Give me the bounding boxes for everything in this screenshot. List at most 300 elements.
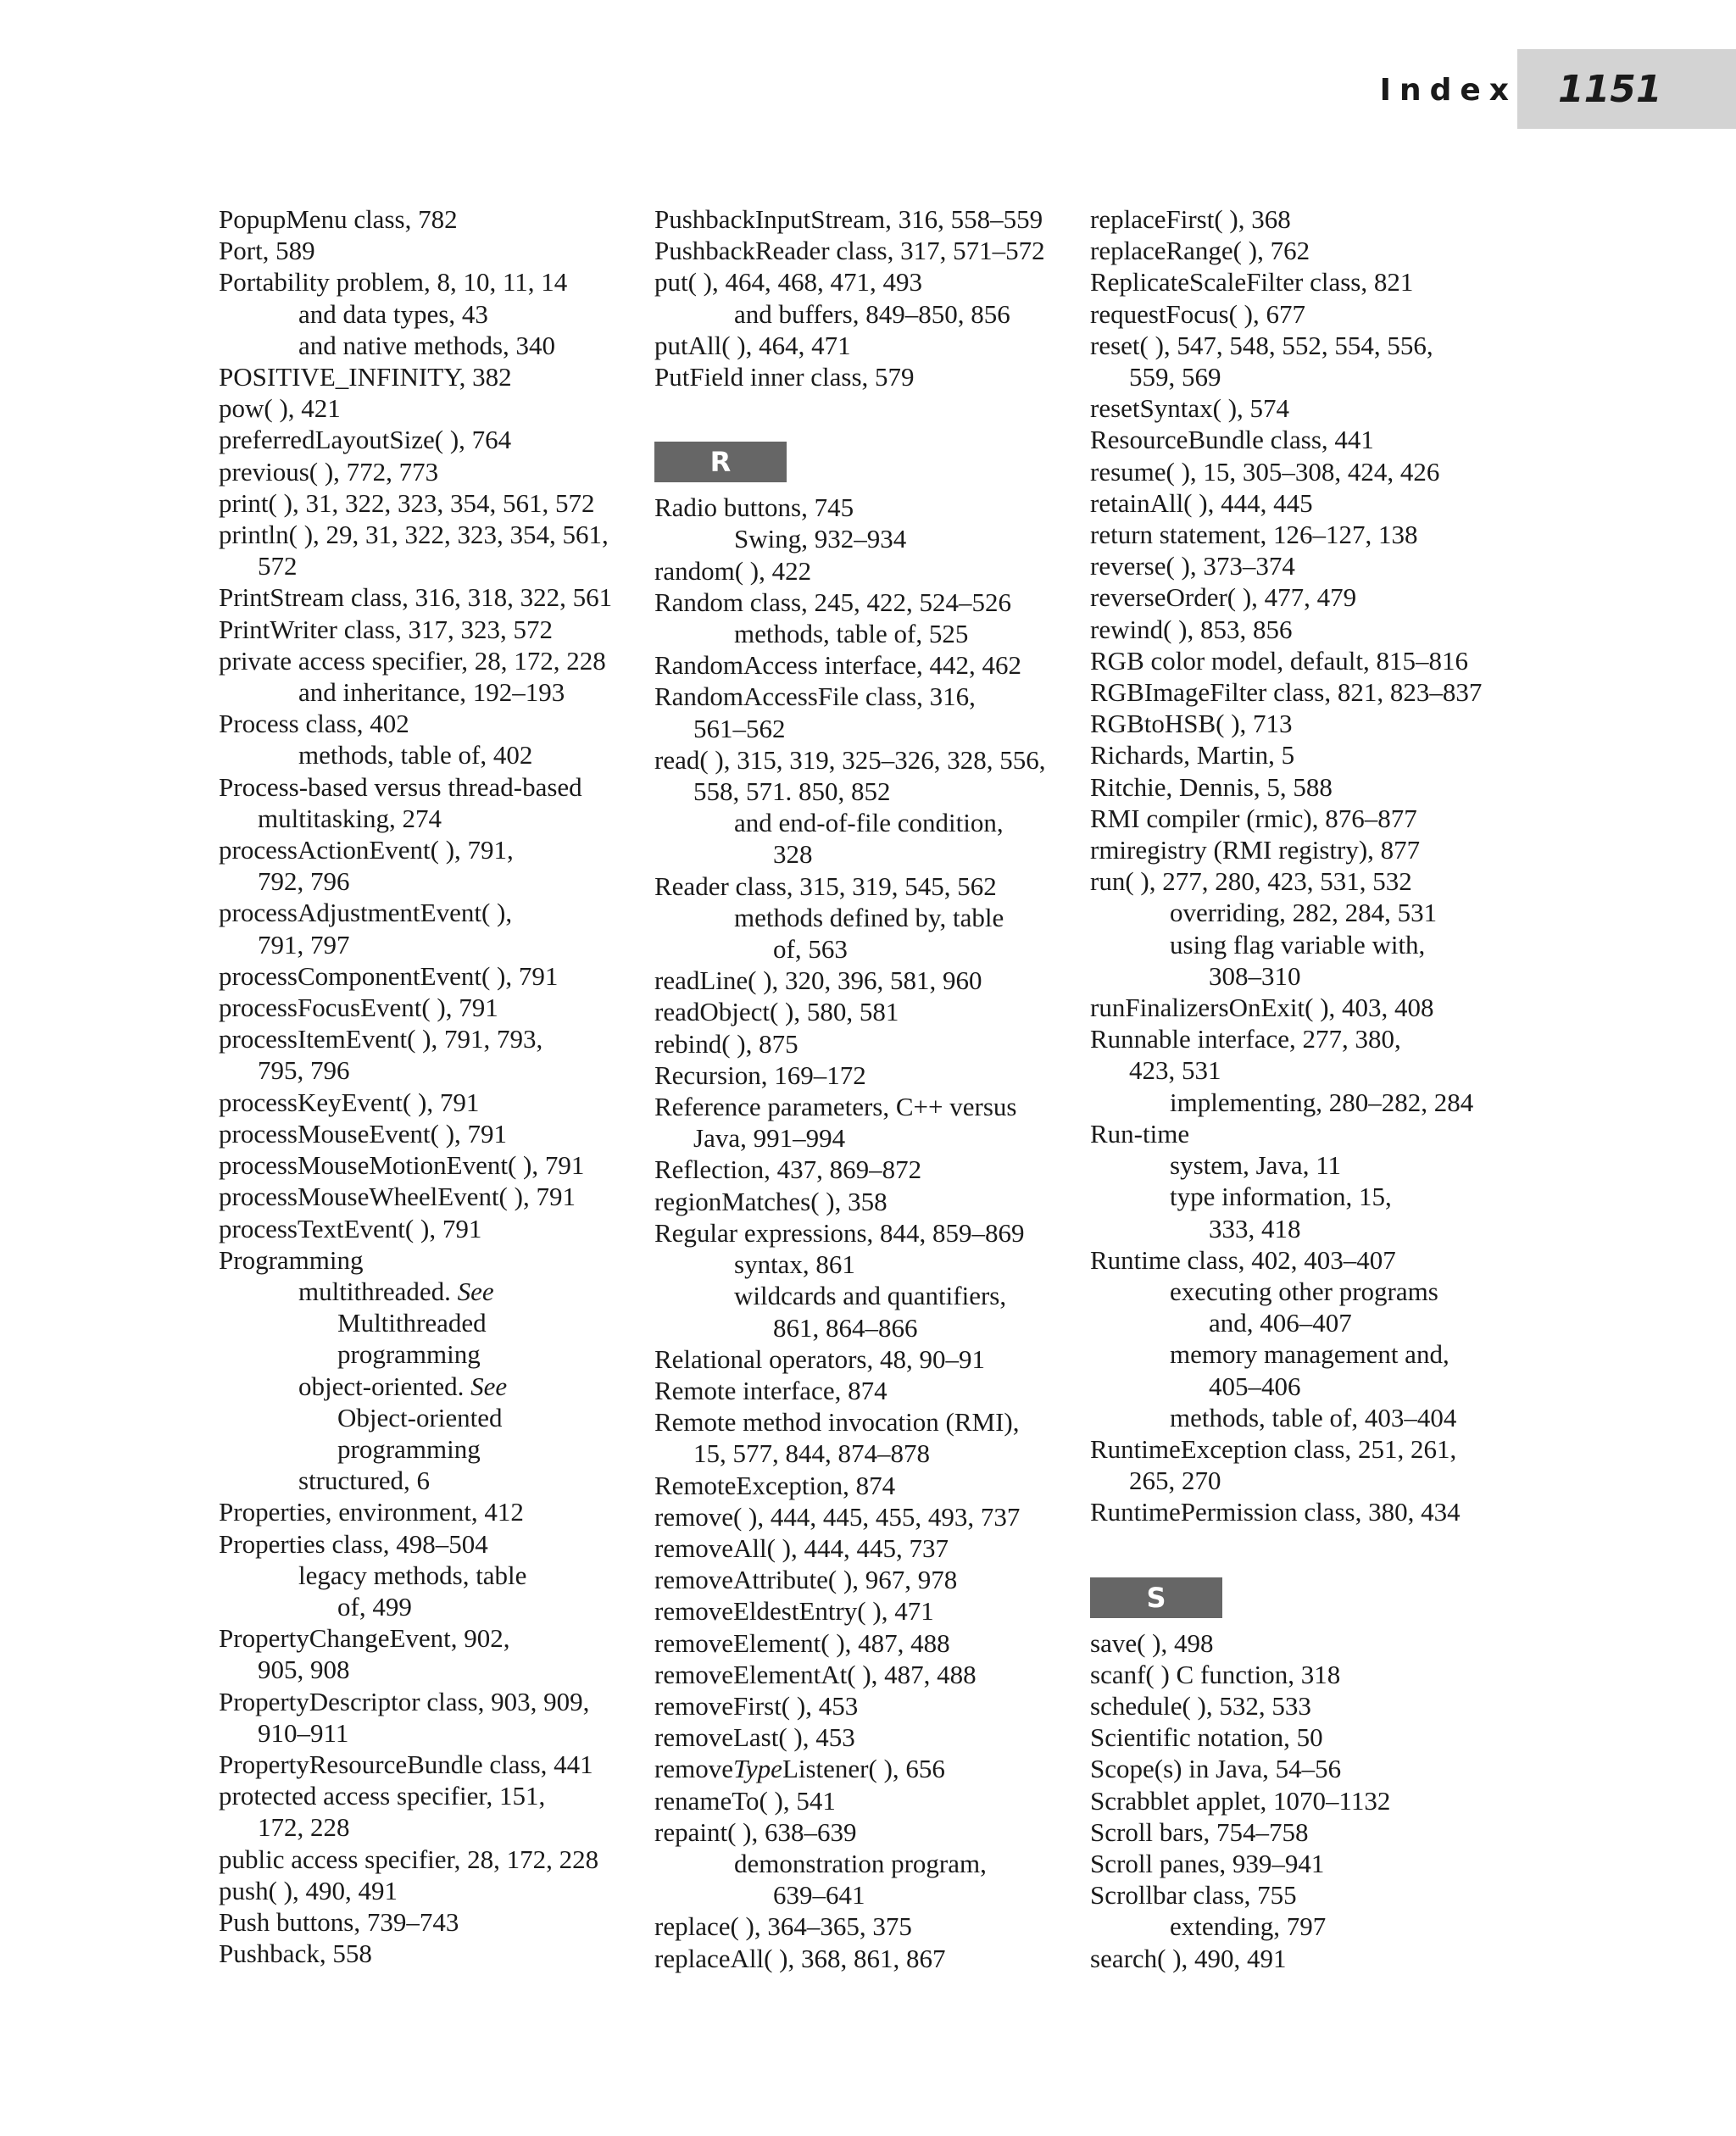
index-entry: [654, 1848, 1087, 1879]
index-entry-text: random( ), 422: [654, 555, 812, 586]
index-entry: [219, 614, 651, 645]
index-entry: [654, 1312, 1087, 1343]
index-entry: [1090, 1338, 1522, 1370]
index-entry-text: Regular expressions, 844, 859–869: [654, 1217, 1025, 1248]
index-entry-text: reset( ), 547, 548, 552, 554, 556,: [1090, 330, 1433, 360]
index-entry: [1090, 1244, 1522, 1276]
index-entry: [1090, 1054, 1522, 1086]
index-entry: [654, 523, 1087, 554]
index-entry-text: 558, 571. 850, 852: [693, 776, 891, 807]
index-entry-italic: See: [457, 1276, 494, 1306]
index-entry: [1090, 392, 1522, 424]
index-entry: [219, 739, 651, 770]
index-entry: [219, 203, 651, 235]
index-entry: [1090, 1659, 1522, 1690]
index-entry: [219, 424, 651, 455]
index-entry: [219, 1528, 651, 1560]
index-entry-text: rmiregistry (RMI registry), 877: [1090, 835, 1421, 865]
index-entry: [654, 933, 1087, 965]
index-entry-text: RuntimePermission class, 380, 434: [1090, 1497, 1461, 1527]
index-entry-text: 559, 569: [1129, 362, 1221, 392]
running-header: Index: [1379, 73, 1517, 108]
index-entry: [1090, 298, 1522, 330]
index-entry: [654, 1753, 1087, 1784]
index-entry-text: read( ), 315, 319, 325–326, 328, 556,: [654, 744, 1046, 775]
index-entry-text: replaceRange( ), 762: [1090, 236, 1310, 266]
index-entry-text: resume( ), 15, 305–308, 424, 426: [1090, 456, 1440, 487]
index-entry: [1090, 487, 1522, 519]
index-entry: [654, 1249, 1087, 1280]
index-entry-text: and inheritance, 192–193: [298, 677, 565, 708]
index-entry: [1090, 865, 1522, 897]
index-entry-text: executing other programs: [1170, 1276, 1438, 1306]
index-entry: [654, 649, 1087, 681]
index-entry-text: remove: [654, 1754, 733, 1784]
index-entry-text: runFinalizersOnExit( ), 403, 408: [1090, 993, 1434, 1023]
index-entry: [1090, 266, 1522, 298]
index-entry-text: Scope(s) in Java, 54–56: [1090, 1754, 1342, 1784]
index-entry-text: 561–562: [693, 713, 786, 743]
index-entry-text: previous( ), 772, 773: [219, 456, 439, 487]
index-entry-text: PushbackInputStream, 316, 558–559: [654, 204, 1043, 234]
index-entry-text: RandomAccess interface, 442, 462: [654, 650, 1022, 681]
index-entry: [654, 1911, 1087, 1942]
index-entry: [219, 1023, 651, 1054]
index-entry: [219, 645, 651, 676]
index-entry-text: resetSyntax( ), 574: [1090, 393, 1290, 424]
index-entry: [654, 361, 1087, 392]
index-entry-text: 572: [258, 551, 298, 581]
index-entry-text: Run-time: [1090, 1118, 1190, 1149]
index-entry: [1090, 1690, 1522, 1722]
index-entry: [654, 298, 1087, 330]
index-entry: [654, 266, 1087, 298]
index-entry-rest: Listener( ), 656: [782, 1754, 945, 1784]
index-entry-text: structured, 6: [298, 1466, 430, 1496]
index-entry-text: Object-oriented: [337, 1402, 503, 1432]
index-entry-text: removeElement( ), 487, 488: [654, 1627, 950, 1658]
index-entry-text: extending, 797: [1170, 1911, 1327, 1942]
index-entry-text: 15, 577, 844, 874–878: [693, 1438, 930, 1469]
index-entry: [219, 771, 651, 803]
index-entry-text: Scientific notation, 50: [1090, 1722, 1323, 1753]
index-entry: [1090, 581, 1522, 613]
index-entry-text: save( ), 498: [1090, 1627, 1214, 1658]
index-entry: [654, 1785, 1087, 1816]
index-entry-text: remove( ), 444, 445, 455, 493, 737: [654, 1501, 1021, 1532]
index-entry: [1090, 1149, 1522, 1181]
index-entry-text: Properties, environment, 412: [219, 1497, 524, 1527]
index-entry-text: put( ), 464, 468, 471, 493: [654, 267, 923, 298]
index-entry: [219, 1686, 651, 1717]
index-entry-text: processFocusEvent( ), 791: [219, 993, 498, 1023]
index-entry-text: rebind( ), 875: [654, 1028, 798, 1059]
index-entry: [219, 298, 651, 330]
index-entry: [219, 1244, 651, 1276]
index-entry: [1090, 1181, 1522, 1212]
index-entry-text: removeAll( ), 444, 445, 737: [654, 1532, 949, 1563]
index-entry: [1090, 645, 1522, 676]
index-entry: [654, 1564, 1087, 1595]
index-entry-text: replaceAll( ), 368, 861, 867: [654, 1943, 946, 1973]
index-entry-text: of, 563: [773, 934, 848, 965]
index-entry-text: 792, 796: [258, 866, 350, 897]
index-entry: [219, 1844, 651, 1875]
index-entry: [1090, 1627, 1522, 1659]
index-entry-text: and buffers, 849–850, 856: [734, 298, 1010, 329]
index-entry-text: public access specifier, 28, 172, 228: [219, 1844, 599, 1874]
index-entry: [219, 1780, 651, 1811]
index-entry: [219, 330, 651, 361]
index-entry: [219, 266, 651, 298]
index-entry-text: 405–406: [1209, 1371, 1301, 1401]
index-entry-text: processMouseEvent( ), 791: [219, 1118, 508, 1149]
index-entry: [219, 456, 651, 487]
index-entry: [654, 965, 1087, 996]
index-entry: [219, 676, 651, 708]
index-entry: [219, 960, 651, 992]
index-entry-text: removeAttribute( ), 967, 978: [654, 1565, 958, 1595]
index-entry-text: Reader class, 315, 319, 545, 562: [654, 871, 997, 901]
index-entry-text: processAdjustmentEvent( ),: [219, 898, 513, 928]
index-entry-text: PrintStream class, 316, 318, 322, 561: [219, 582, 613, 613]
index-entry: [219, 1465, 651, 1496]
index-entry-text: Port, 589: [219, 236, 315, 266]
index-entry-text: RMI compiler (rmic), 876–877: [1090, 803, 1417, 833]
index-entry: [1090, 1118, 1522, 1149]
index-entry-text: multitasking, 274: [258, 803, 442, 833]
index-entry-text: methods, table of, 403–404: [1170, 1402, 1457, 1432]
index-entry-text: private access specifier, 28, 172, 228: [219, 645, 606, 676]
index-entry-text: and native methods, 340: [298, 330, 556, 360]
index-entry: [654, 1060, 1087, 1091]
index-entry: [1090, 1371, 1522, 1402]
entry-list: [1090, 1627, 1522, 1974]
index-entry-text: removeElementAt( ), 487, 488: [654, 1659, 976, 1689]
entry-list: [219, 203, 651, 1969]
index-entry-text: POSITIVE_INFINITY, 382: [219, 362, 512, 392]
index-entry-text: Swing, 932–934: [734, 524, 907, 554]
index-entry-text: memory management and,: [1170, 1339, 1449, 1370]
index-entry-text: PropertyChangeEvent, 902,: [219, 1623, 510, 1654]
index-entry-text: 328: [773, 839, 813, 870]
index-entry: [654, 744, 1087, 776]
index-entry-text: Java, 991–994: [693, 1123, 846, 1154]
index-entry-text: and data types, 43: [298, 298, 488, 329]
index-entry: [654, 492, 1087, 523]
entry-list: [654, 203, 1087, 392]
index-entry: [219, 1875, 651, 1906]
index-entry: [654, 1280, 1087, 1311]
index-entry: [654, 587, 1087, 618]
index-entry-text: processTextEvent( ), 791: [219, 1213, 482, 1243]
index-entry: [654, 1595, 1087, 1627]
index-entry: [219, 929, 651, 960]
index-entry-text: readLine( ), 320, 396, 581, 960: [654, 965, 982, 996]
index-entry-text: of, 499: [337, 1591, 412, 1621]
index-entry-italic: See: [470, 1371, 508, 1401]
index-entry: [1090, 1023, 1522, 1054]
index-entry: [1090, 614, 1522, 645]
index-entry: [654, 776, 1087, 807]
index-entry-text: and end-of-file condition,: [734, 808, 1004, 838]
index-entry-text: 333, 418: [1209, 1213, 1301, 1243]
index-entry: [654, 1375, 1087, 1406]
index-entry-text: ResourceBundle class, 441: [1090, 425, 1374, 455]
index-entry: [1090, 803, 1522, 834]
index-entry: [1090, 1722, 1522, 1753]
index-entry: [654, 1627, 1087, 1659]
index-entry-text: replaceFirst( ), 368: [1090, 204, 1291, 234]
index-entry: [654, 203, 1087, 235]
index-entry-text: 905, 908: [258, 1655, 350, 1685]
index-entry: [654, 871, 1087, 902]
index-entry: [1090, 992, 1522, 1023]
index-entry-text: PutField inner class, 579: [654, 362, 915, 392]
index-entry: [219, 897, 651, 928]
index-entry: [1090, 1816, 1522, 1848]
index-entry-text: Multithreaded: [337, 1308, 487, 1338]
index-entry: [219, 1087, 651, 1118]
index-entry-text: 791, 797: [258, 929, 350, 960]
index-entry: [654, 555, 1087, 587]
index-entry: [219, 235, 651, 266]
index-entry: [654, 1343, 1087, 1375]
index-entry: [219, 361, 651, 392]
index-entry-text: 861, 864–866: [773, 1312, 918, 1343]
index-entry: [219, 1906, 651, 1938]
index-entry-text: Scrollbar class, 755: [1090, 1880, 1297, 1911]
index-entry-text: Recursion, 169–172: [654, 1060, 866, 1090]
index-entry: [654, 1406, 1087, 1438]
index-entry: [654, 838, 1087, 870]
index-entry: [219, 708, 651, 739]
index-entry: [654, 1217, 1087, 1249]
index-entry-text: repaint( ), 638–639: [654, 1816, 857, 1847]
index-column-2: [654, 203, 1087, 1974]
index-entry-text: Properties class, 498–504: [219, 1528, 488, 1559]
index-entry: [654, 1501, 1087, 1532]
index-entry-text: processMouseWheelEvent( ), 791: [219, 1182, 576, 1212]
page-number: 1151: [1558, 68, 1662, 111]
index-entry-text: Radio buttons, 745: [654, 492, 854, 523]
index-entry: [219, 581, 651, 613]
index-entry: [219, 1054, 651, 1086]
index-entry-text: Random class, 245, 422, 524–526: [654, 587, 1012, 617]
index-entry-text: replace( ), 364–365, 375: [654, 1911, 912, 1942]
index-entry: [219, 1433, 651, 1465]
index-entry: [1090, 1785, 1522, 1816]
index-entry-text: processComponentEvent( ), 791: [219, 960, 559, 991]
index-entry-text: requestFocus( ), 677: [1090, 298, 1305, 329]
section-heading-r: R: [654, 442, 787, 482]
index-entry: [219, 1560, 651, 1591]
index-entry-text: renameTo( ), 541: [654, 1785, 836, 1816]
index-entry: [1090, 960, 1522, 992]
index-entry-text: 795, 796: [258, 1055, 350, 1086]
index-entry: [1090, 1911, 1522, 1942]
index-entry: [1090, 235, 1522, 266]
index-entry: [654, 1532, 1087, 1564]
index-entry: [654, 1438, 1087, 1469]
index-entry: [1090, 708, 1522, 739]
index-entry-text: methods, table of, 402: [298, 740, 533, 770]
index-entry-text: RGBImageFilter class, 821, 823–837: [1090, 677, 1483, 708]
index-entry: [654, 902, 1087, 933]
index-entry: [1090, 1496, 1522, 1527]
index-entry: [219, 550, 651, 581]
index-entry: [1090, 203, 1522, 235]
index-entry-text: processKeyEvent( ), 791: [219, 1087, 480, 1117]
index-entry-text: PropertyDescriptor class, 903, 909,: [219, 1686, 590, 1716]
index-entry: [654, 1154, 1087, 1185]
index-entry-text: Ritchie, Dennis, 5, 588: [1090, 771, 1333, 802]
index-entry: [219, 1338, 651, 1370]
index-entry: [654, 1470, 1087, 1501]
index-entry: [654, 1943, 1087, 1974]
index-entry: [219, 1118, 651, 1149]
index-entry: [1090, 1848, 1522, 1879]
index-entry-text: demonstration program,: [734, 1848, 987, 1878]
index-entry-text: removeLast( ), 453: [654, 1722, 855, 1753]
index-entry-text: RandomAccessFile class, 316,: [654, 681, 976, 712]
index-entry-text: retainAll( ), 444, 445: [1090, 487, 1313, 518]
index-entry: [1090, 424, 1522, 455]
index-entry: [654, 1091, 1087, 1122]
index-entry: [219, 487, 651, 519]
index-entry: [219, 1591, 651, 1622]
index-entry: [654, 1722, 1087, 1753]
index-entry-text: processMouseMotionEvent( ), 791: [219, 1150, 585, 1181]
index-entry-text: Reference parameters, C++ versus: [654, 1092, 1017, 1122]
index-entry: [1090, 456, 1522, 487]
index-entry-text: Relational operators, 48, 90–91: [654, 1343, 985, 1374]
index-entry: [1090, 1943, 1522, 1974]
index-entry-text: Reflection, 437, 869–872: [654, 1154, 922, 1185]
index-entry: [654, 713, 1087, 744]
index-entry-text: PushbackReader class, 317, 571–572: [654, 236, 1045, 266]
index-entry-text: 172, 228: [258, 1812, 350, 1843]
index-entry: [654, 330, 1087, 361]
index-entry: [1090, 1307, 1522, 1338]
index-entry-text: implementing, 280–282, 284: [1170, 1087, 1474, 1117]
index-entry: [1090, 1465, 1522, 1496]
index-entry: [219, 519, 651, 550]
index-entry-text: Scroll bars, 754–758: [1090, 1816, 1309, 1847]
index-entry-text: readObject( ), 580, 581: [654, 997, 899, 1027]
index-entry: [654, 681, 1087, 712]
index-entry: [654, 1028, 1087, 1060]
index-entry-text: removeEldestEntry( ), 471: [654, 1596, 934, 1627]
index-entry-text: regionMatches( ), 358: [654, 1186, 887, 1216]
index-entry-text: 265, 270: [1129, 1466, 1221, 1496]
index-entry: [219, 1149, 651, 1181]
index-entry: [1090, 1087, 1522, 1118]
index-entry: [219, 803, 651, 834]
index-entry-text: push( ), 490, 491: [219, 1875, 398, 1905]
index-entry: [219, 392, 651, 424]
index-entry: [1090, 330, 1522, 361]
index-entry: [1090, 771, 1522, 803]
index-entry: [1090, 929, 1522, 960]
index-column-1: [219, 203, 651, 1969]
index-entry-text: Process-based versus thread-based: [219, 771, 582, 802]
index-entry-text: programming: [337, 1433, 481, 1464]
index-entry: [219, 834, 651, 865]
index-entry-text: Runnable interface, 277, 380,: [1090, 1024, 1401, 1054]
index-entry: [1090, 1276, 1522, 1307]
index-entry: [1090, 1753, 1522, 1784]
index-entry-text: PrintWriter class, 317, 323, 572: [219, 614, 553, 644]
index-entry-text: putAll( ), 464, 471: [654, 330, 851, 360]
index-entry: [219, 1402, 651, 1433]
index-entry: [1090, 676, 1522, 708]
index-entry-text: 308–310: [1209, 960, 1301, 991]
index-entry: [654, 1186, 1087, 1217]
index-entry: [654, 618, 1087, 649]
index-entry-text: and, 406–407: [1209, 1308, 1352, 1338]
index-entry-text: RGBtoHSB( ), 713: [1090, 709, 1293, 739]
index-entry: [1090, 897, 1522, 928]
index-entry-text: processActionEvent( ), 791,: [219, 835, 514, 865]
index-entry: [654, 235, 1087, 266]
index-entry-text: protected access specifier, 151,: [219, 1781, 546, 1811]
index-entry: [654, 1690, 1087, 1722]
index-entry: [1090, 1402, 1522, 1433]
index-entry: [219, 1181, 651, 1212]
index-entry: [219, 1213, 651, 1244]
index-entry: [654, 1816, 1087, 1848]
index-entry-text: println( ), 29, 31, 322, 323, 354, 561,: [219, 520, 609, 550]
index-entry-text: Push buttons, 739–743: [219, 1906, 459, 1937]
index-entry-text: run( ), 277, 280, 423, 531, 532: [1090, 866, 1412, 897]
index-entry: [654, 1879, 1087, 1911]
index-entry-text: Remote interface, 874: [654, 1375, 887, 1405]
index-entry-text: 639–641: [773, 1880, 865, 1911]
index-entry-text: preferredLayoutSize( ), 764: [219, 425, 512, 455]
index-entry: [1090, 1213, 1522, 1244]
index-entry-text: ReplicateScaleFilter class, 821: [1090, 267, 1414, 298]
index-entry: [219, 1307, 651, 1338]
index-entry-text: object-oriented.: [298, 1371, 471, 1401]
index-entry: [1090, 550, 1522, 581]
index-entry: [219, 1811, 651, 1843]
index-entry: [1090, 739, 1522, 770]
index-entry-text: pow( ), 421: [219, 393, 341, 424]
index-entry: [219, 1622, 651, 1654]
index-entry: [219, 1717, 651, 1749]
index-entry-text: PopupMenu class, 782: [219, 204, 458, 234]
index-entry: [219, 865, 651, 897]
index-entry-text: methods, table of, 525: [734, 619, 969, 649]
index-entry-text: return statement, 126–127, 138: [1090, 520, 1418, 550]
index-entry-text: Richards, Martin, 5: [1090, 740, 1295, 770]
index-entry: [219, 1276, 651, 1307]
index-entry-text: scanf( ) C function, 318: [1090, 1659, 1341, 1689]
index-column-3: [1090, 203, 1522, 1974]
index-entry-text: Pushback, 558: [219, 1939, 372, 1969]
index-entry-text: RuntimeException class, 251, 261,: [1090, 1433, 1457, 1464]
index-entry-text: Remote method invocation (RMI),: [654, 1407, 1020, 1438]
index-entry-text: removeFirst( ), 453: [654, 1690, 859, 1721]
index-entry-text: reverse( ), 373–374: [1090, 551, 1295, 581]
index-entry-text: methods defined by, table: [734, 902, 1004, 932]
index-entry-text: Runtime class, 402, 403–407: [1090, 1244, 1396, 1275]
index-entry-text: type information, 15,: [1170, 1182, 1392, 1212]
index-entry-text: legacy methods, table: [298, 1560, 527, 1590]
index-entry-text: overriding, 282, 284, 531: [1170, 898, 1438, 928]
index-entry-text: rewind( ), 853, 856: [1090, 614, 1293, 644]
